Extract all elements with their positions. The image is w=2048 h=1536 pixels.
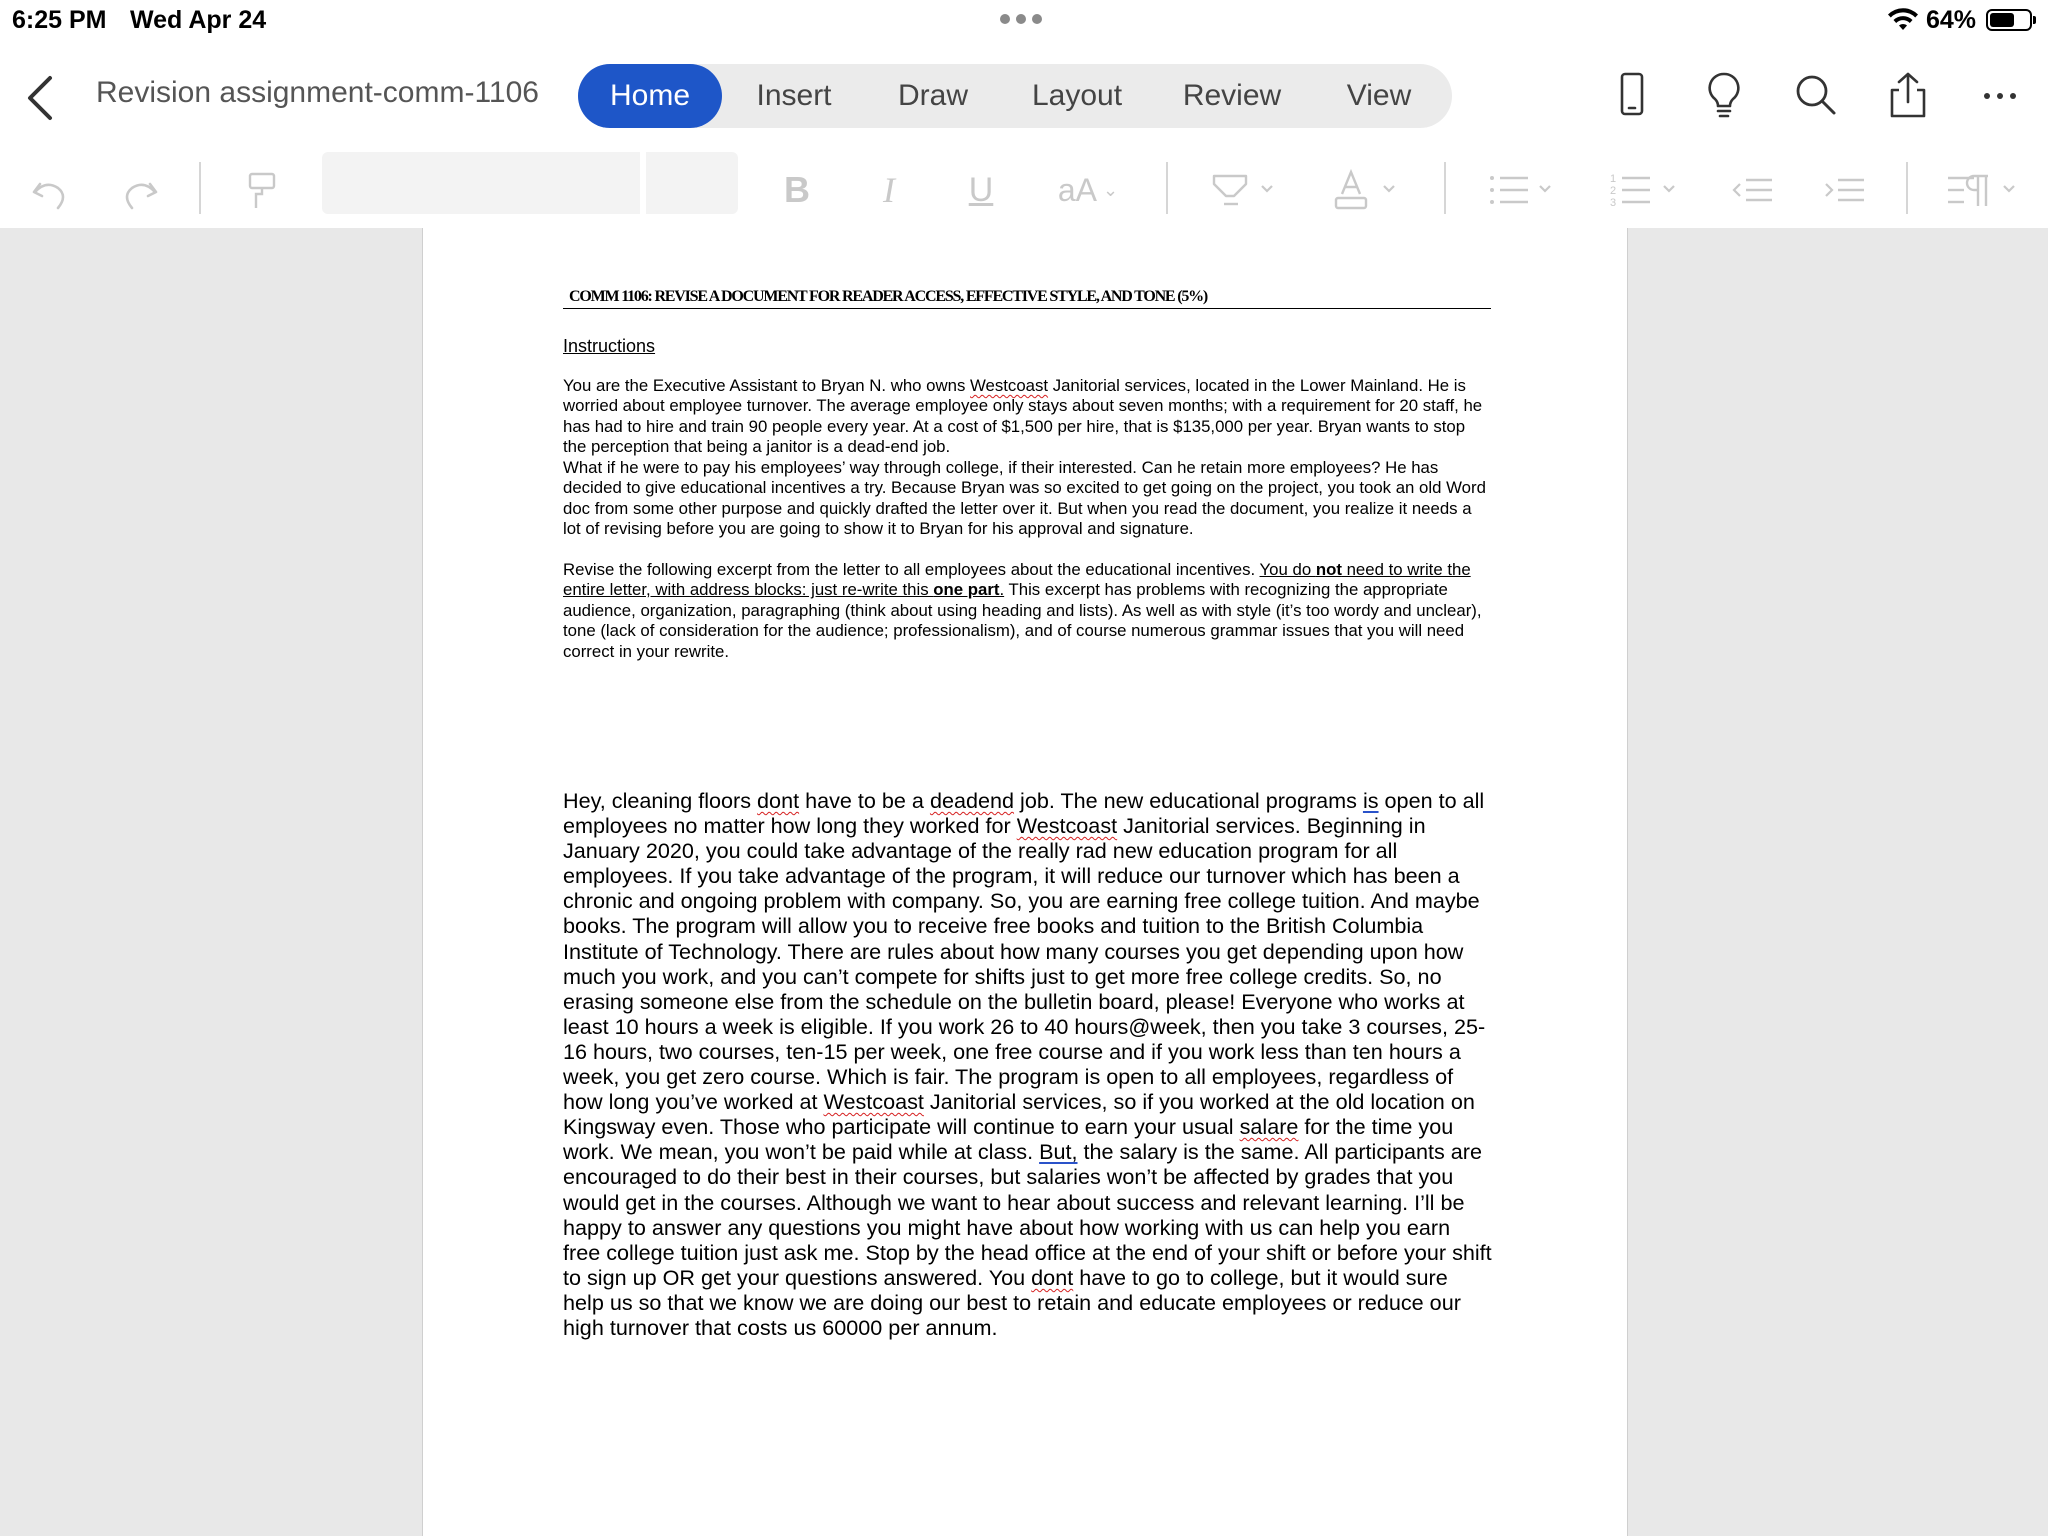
italic-button[interactable]: I bbox=[883, 170, 895, 210]
text-run: have to go to college, but it would sure help us so that we know we are doing our best to retain and educate employees or reduce our high turnover that costs us 60000 per annum. bbox=[563, 1264, 1461, 1340]
svg-text:1: 1 bbox=[1610, 173, 1617, 185]
ribbon-divider bbox=[199, 162, 201, 214]
text-run: This excerpt has problems with recognizing the appropriate audience, organization, paragraphing (think about using heading and lists). As well as with style (it’s too wordy and unclear), tone (lack of consideration for the audience; professionalism), and of course numerous grammar issues that you will need correct in your rewrite. bbox=[563, 580, 1482, 661]
document-page[interactable] bbox=[422, 228, 1628, 1536]
bullet-list-icon[interactable] bbox=[1484, 162, 1558, 218]
text-run: job. The new educational programs bbox=[1014, 788, 1363, 813]
spelling-error[interactable]: Westcoast bbox=[823, 1089, 924, 1115]
svg-text:2: 2 bbox=[1610, 185, 1617, 197]
status-date: Wed Apr 24 bbox=[130, 6, 267, 34]
decrease-indent-icon[interactable] bbox=[1730, 162, 1778, 218]
chevron-down-icon: ⌄ bbox=[1103, 179, 1119, 200]
instructions-label: Instructions bbox=[563, 336, 656, 356]
more-icon[interactable] bbox=[1974, 70, 2026, 122]
spelling-error[interactable]: dont bbox=[1031, 1264, 1074, 1290]
battery-level bbox=[1990, 13, 2014, 27]
document-heading: COMM 1106: REVISE A DOCUMENT FOR READER ACCESS, EFFECTIVE STYLE, AND TONE (5%) bbox=[563, 288, 1491, 309]
font-size-field[interactable] bbox=[646, 152, 738, 214]
font-color-icon[interactable] bbox=[1328, 162, 1402, 218]
wifi-icon bbox=[1886, 6, 1920, 34]
text-run: Revise the following excerpt from the letter to all employees about the educational incentives. bbox=[563, 560, 1260, 579]
underlined-bold-text: not bbox=[1315, 560, 1342, 579]
svg-text:3: 3 bbox=[1610, 197, 1617, 209]
highlighter-icon[interactable] bbox=[1206, 162, 1280, 218]
underline-button[interactable]: U bbox=[968, 170, 994, 209]
search-icon[interactable] bbox=[1790, 70, 1842, 122]
format-painter-icon[interactable] bbox=[244, 162, 280, 218]
numbered-list-icon[interactable] bbox=[1608, 162, 1682, 218]
battery-icon bbox=[1986, 9, 2032, 31]
font-name-field[interactable] bbox=[322, 152, 640, 214]
battery-percent: 64% bbox=[1926, 6, 1977, 34]
spelling-error[interactable]: deadend bbox=[929, 788, 1015, 813]
back-chevron-icon[interactable] bbox=[20, 70, 60, 126]
change-case-button[interactable] bbox=[1046, 162, 1130, 218]
undo-icon[interactable] bbox=[28, 162, 72, 218]
increase-indent-icon[interactable] bbox=[1822, 162, 1870, 218]
status-time: 6:25 PM bbox=[12, 6, 107, 34]
ribbon-tabs bbox=[578, 64, 1452, 128]
grammar-error[interactable]: But, bbox=[1039, 1139, 1078, 1165]
bold-button[interactable]: B bbox=[784, 169, 810, 210]
home-ribbon bbox=[0, 152, 2048, 228]
instructions-paragraph-2: What if he were to pay his employees’ way through college, if their interested. Can he retain more employees? He has decided to give educational incentives a try. Because Bryan was so excited to get going on the project, you took an old Word doc from some other purpose and quickly drafted the letter over it. But when you read the document, you realize it needs a lot of revising before you are going to show it to Bryan for his approval and signature. bbox=[563, 458, 1486, 539]
change-case-label: aA bbox=[1057, 171, 1098, 208]
text-run: Janitorial services. Beginning in January 2020, you could take advantage of the really rad new education program for all employees. If you take advantage of the program, it will reduce our turnover which has been a chronic and ongoing problem with company. So, you are earning free college tuition. And maybe books. The program will allow you to receive free books and tuition to the British Columbia Institute of Technology. There are rules about how many courses you get depending upon how much you work, and you can’t compete for shifts just to get more free college credits. So, no erasing someone else from the schedule on the bulletin board, please! Everyone who works at least 10 hours a week is eligible. If you work 26 to 40 hours@week, then you take 3 courses, 25-16 hours, two courses, ten-15 per week, one free course and if you work less than ten hours a week, you get zero course. Which is fair. The program is open to all employees, regardless of how long you’ve worked at bbox=[563, 813, 1486, 1115]
instructions-paragraph-1 bbox=[563, 376, 1493, 458]
text-run: You are the Executive Assistant to Bryan N. who owns bbox=[563, 376, 971, 395]
text-run: for the time you work. We mean, you won’t be paid while at class. bbox=[563, 1114, 1454, 1165]
text-run: the salary is the same. All participants are encouraged to do their best in their courses, but salaries won’t be affected by grades that you would get in the courses. Although we want to hear about success and relevant learning. I’ll be happy to answer any questions you might have about how working with us can help you earn free college tuition just ask me. Stop by the head office at the end of your shift or before your shift to sign up OR get your questions answered. You bbox=[563, 1139, 1492, 1290]
underlined-text: need to write the entire letter, with address blocks: just re-write this bbox=[563, 560, 1471, 600]
spelling-error[interactable]: salare bbox=[1239, 1114, 1299, 1140]
ribbon-divider bbox=[1444, 162, 1446, 214]
tab-home[interactable]: Home bbox=[578, 64, 722, 128]
tab-insert[interactable]: Insert bbox=[756, 79, 832, 112]
redo-icon[interactable] bbox=[118, 162, 162, 218]
grammar-error[interactable]: is bbox=[1362, 788, 1379, 813]
document-title[interactable]: Revision assignment-comm-1106 bbox=[96, 76, 539, 109]
text-run: open to all employees no matter how long they worked for bbox=[563, 788, 1485, 839]
instructions-paragraph-3 bbox=[563, 560, 1493, 662]
lightbulb-icon[interactable] bbox=[1698, 70, 1750, 122]
spelling-error[interactable]: dont bbox=[757, 788, 800, 813]
text-run: have to be a bbox=[799, 788, 930, 813]
title-bar bbox=[0, 44, 2048, 152]
tab-view[interactable]: View bbox=[1346, 79, 1412, 112]
underlined-bold-text: one part bbox=[933, 580, 1000, 600]
phone-view-icon[interactable] bbox=[1606, 70, 1658, 122]
spelling-error[interactable]: Westcoast bbox=[970, 376, 1049, 395]
text-run: Janitorial services, located in the Lower Mainland. He is worried about employee turnover. The average employee only stays about seven months; with a requirement for 20 staff, he has had to hire and train 90 people every year. At a cost of $1,500 per hire, that is $135,000 per year. Bryan wants to stop the perception that being a janitor is a dead-end job. bbox=[563, 376, 1483, 457]
ribbon-divider bbox=[1166, 162, 1168, 214]
spelling-error[interactable]: Westcoast bbox=[1016, 813, 1118, 839]
tab-layout[interactable]: Layout bbox=[1031, 79, 1123, 112]
text-run: Hey, cleaning floors bbox=[563, 788, 758, 813]
paragraph-styles-icon[interactable] bbox=[1944, 162, 2022, 218]
share-icon[interactable] bbox=[1882, 70, 1934, 122]
letter-excerpt bbox=[563, 788, 1493, 1340]
ribbon-divider bbox=[1906, 162, 1908, 214]
underlined-text: . bbox=[999, 580, 1005, 600]
tab-draw[interactable]: Draw bbox=[898, 79, 969, 112]
text-run: Janitorial services, so if you worked at the old location on Kingsway even. Those who participate will continue to earn your usual bbox=[563, 1089, 1475, 1140]
multitasking-dots-icon[interactable] bbox=[1000, 14, 1042, 24]
underlined-text: You do bbox=[1259, 560, 1316, 579]
tab-review[interactable]: Review bbox=[1182, 79, 1282, 112]
status-bar bbox=[0, 0, 2048, 44]
